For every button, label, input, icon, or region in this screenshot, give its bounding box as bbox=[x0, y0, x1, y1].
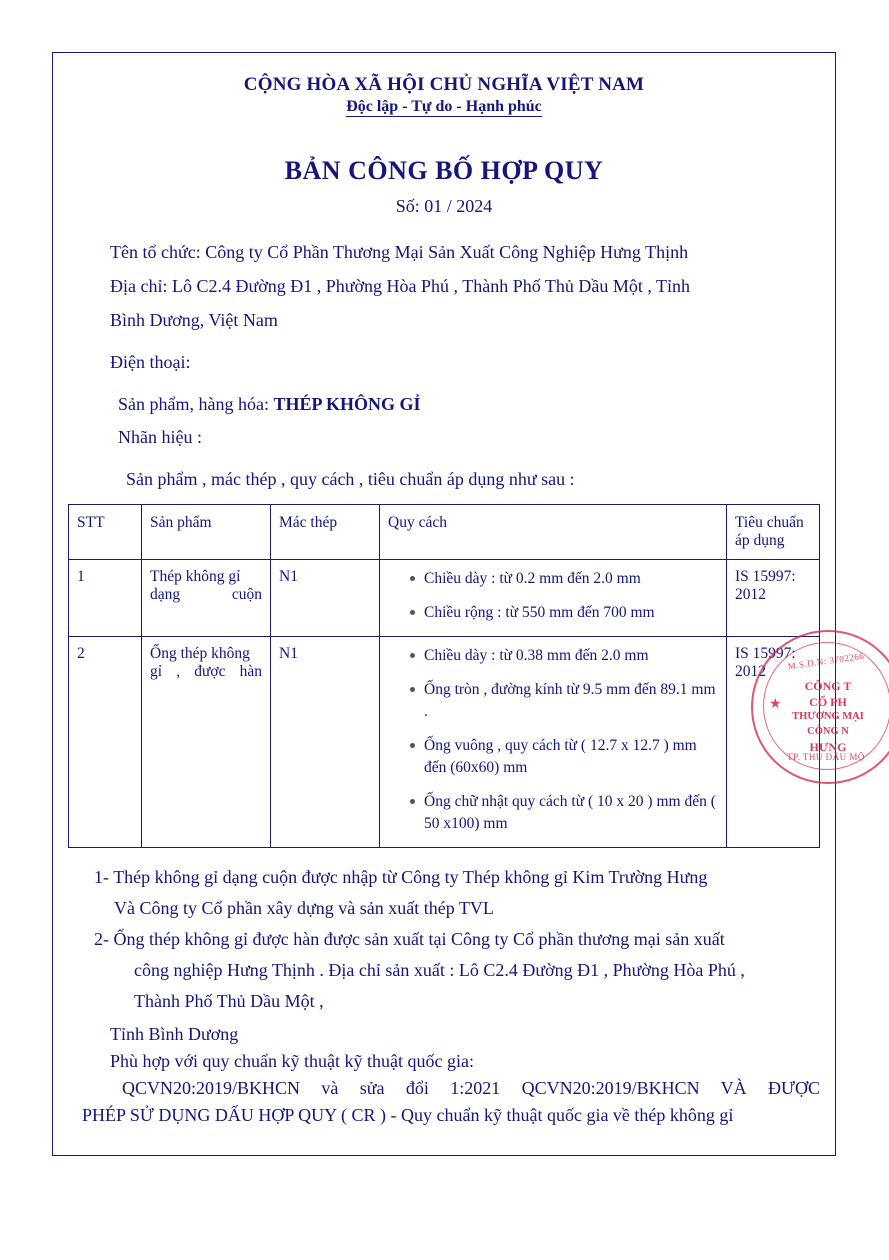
seal-top-text: M.S.D.N: 3702266 bbox=[787, 650, 865, 672]
cell-product: Thép không gỉ dạng cuộn bbox=[142, 560, 271, 637]
table-row bbox=[69, 560, 820, 637]
table-header-row bbox=[69, 505, 820, 560]
spec-item: Chiều rộng : từ 550 mm đến 700 mm bbox=[410, 602, 718, 624]
conformity-line-2: PHÉP SỬ DỤNG DẤU HỢP QUY ( CR ) - Quy chuẩn kỹ thuật quốc gia về thép không gỉ bbox=[82, 1105, 734, 1126]
spec-item: Chiều dày : từ 0.38 mm đến 2.0 mm bbox=[410, 645, 718, 667]
column-header-standard: Tiêu chuẩn áp dụng bbox=[727, 505, 820, 560]
note-text: Ống thép không gỉ được hàn được sản xuất tại Công ty Cổ phần thương mại sản xuất bbox=[113, 929, 725, 950]
column-header-grade: Mác thép bbox=[271, 505, 380, 560]
spec-item: Ống tròn , đường kính từ 9.5 mm đến 89.1 mm . bbox=[410, 679, 718, 724]
column-header-stt: STT bbox=[69, 505, 142, 560]
cell-spec bbox=[380, 560, 727, 637]
conformity-line-1: QCVN20:2019/BKHCN và sửa đổi 1:2021 QCVN20:2019/BKHCN VÀ ĐƯỢC bbox=[122, 1078, 820, 1099]
organization-line: Tên tổ chức: Công ty Cổ Phần Thương Mại Sản Xuất Công Nghiệp Hưng Thịnh bbox=[110, 242, 689, 262]
cell-stt: 2 bbox=[69, 637, 142, 848]
product-value: THÉP KHÔNG GỈ bbox=[273, 393, 421, 414]
spec-item: Ống vuông , quy cách từ ( 12.7 x 12.7 ) mm đến (60x60) mm bbox=[410, 735, 718, 780]
seal-bottom-text: TP. THỦ DẦU MỘ bbox=[787, 752, 865, 762]
cell-stt: 1 bbox=[69, 560, 142, 637]
document-title: BẢN CÔNG BỐ HỢP QUY bbox=[284, 156, 604, 185]
cell-spec bbox=[380, 637, 727, 848]
spec-list bbox=[388, 645, 718, 835]
note-marker: 2- bbox=[94, 929, 109, 950]
conformity-label: Phù hợp với quy chuẩn kỹ thuật kỹ thuật quốc gia: bbox=[110, 1051, 474, 1072]
cell-grade: N1 bbox=[271, 637, 380, 848]
seal-center-line-3: THƯƠNG MẠI bbox=[792, 711, 864, 723]
cell-product: Ống thép không gỉ , được hàn bbox=[142, 637, 271, 848]
national-motto-text: Độc lập - Tự do - Hạnh phúc bbox=[346, 98, 542, 115]
seal-center-line-4: CÔNG N bbox=[807, 725, 849, 737]
national-title: CỘNG HÒA XÃ HỘI CHỦ NGHĨA VIỆT NAM bbox=[243, 74, 645, 95]
spacer bbox=[68, 458, 820, 466]
table-row bbox=[69, 637, 820, 848]
document-number: Số: 01 / 2024 bbox=[395, 196, 493, 216]
address-line-2: Bình Dương, Việt Nam bbox=[110, 309, 278, 330]
column-header-spec: Quy cách bbox=[380, 505, 727, 560]
cell-standard: IS 15997: 2012 bbox=[727, 637, 820, 848]
spec-item: Ống chữ nhật quy cách từ ( 10 x 20 ) mm đến ( 50 x100) mm bbox=[410, 791, 718, 836]
cell-standard: IS 15997: 2012 bbox=[727, 560, 820, 637]
spacer bbox=[68, 341, 820, 349]
note-item bbox=[68, 926, 820, 953]
brand-line: Nhãn hiệu : bbox=[118, 427, 202, 448]
phone-line: Điện thoại: bbox=[110, 351, 191, 372]
cell-grade: N1 bbox=[271, 560, 380, 637]
note-text: Thép không gỉ dạng cuộn được nhập từ Công ty Thép không gỉ Kim Trường Hưng bbox=[113, 867, 708, 888]
product-line bbox=[68, 391, 820, 419]
spec-list bbox=[388, 568, 718, 624]
column-header-product: Sản phẩm bbox=[142, 505, 271, 560]
spec-item: Chiều dày : từ 0.2 mm đến 2.0 mm bbox=[410, 568, 718, 590]
intro-line: Sản phẩm , mác thép , quy cách , tiêu chuẩn áp dụng như sau : bbox=[126, 469, 575, 490]
national-motto bbox=[68, 98, 820, 116]
closing-section bbox=[68, 1021, 820, 1129]
notes-section bbox=[68, 864, 820, 1015]
specification-table bbox=[68, 504, 820, 848]
note-item bbox=[68, 864, 820, 891]
star-icon: ★ bbox=[769, 697, 782, 712]
note-subline: Thành Phố Thủ Dầu Một , bbox=[134, 991, 324, 1012]
spacer bbox=[68, 383, 820, 391]
note-subline: Và Công ty Cổ phần xây dựng và sản xuất thép TVL bbox=[114, 898, 494, 919]
note-marker: 1- bbox=[94, 867, 109, 888]
seal-center-line-5: HƯNG bbox=[809, 739, 847, 754]
address-line-1: Địa chỉ: Lô C2.4 Đường Đ1 , Phường Hòa Phú , Thành Phố Thủ Dầu Một , Tỉnh bbox=[110, 275, 691, 296]
province-line: Tỉnh Bình Dương bbox=[110, 1024, 239, 1045]
note-subline: công nghiệp Hưng Thịnh . Địa chỉ sản xuất : Lô C2.4 Đường Đ1 , Phường Hòa Phú , bbox=[134, 960, 745, 981]
seal-center-line-1: CÔNG T bbox=[804, 679, 852, 693]
product-label: Sản phẩm, hàng hóa: bbox=[118, 393, 269, 414]
seal-center-line-2: CỔ PH bbox=[809, 695, 847, 710]
document-content bbox=[68, 66, 820, 1129]
